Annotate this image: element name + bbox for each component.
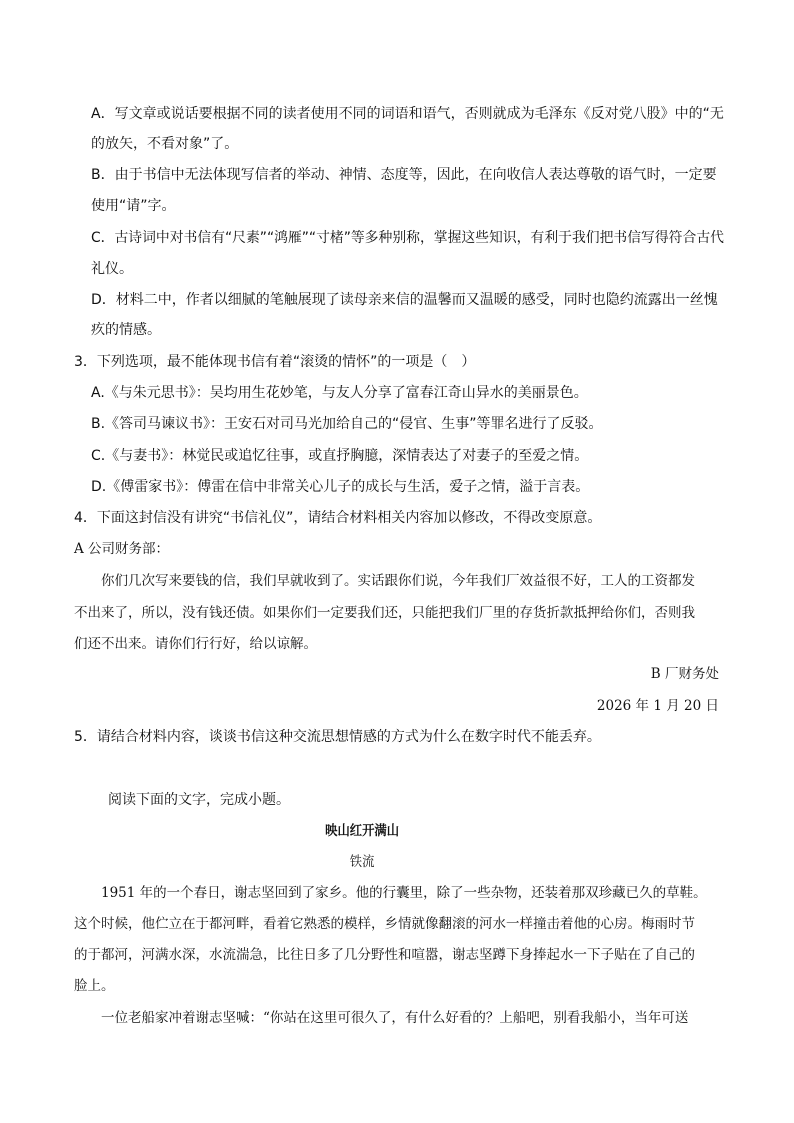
- letter-body-line: 们还不出来。请你们行行好，给以谅解。: [74, 636, 317, 652]
- option-d-line2: 疚的情感。: [91, 322, 161, 338]
- passage-paragraph-line: 脸上。: [74, 978, 115, 994]
- passage-title: 映山红开满山: [325, 823, 399, 839]
- letter-body-line: 你们几次写来要钱的信，我们早就收到了。实话跟你们说，今年我们厂效益很不好，工人的工资都发: [101, 573, 695, 589]
- q3-option-d: D.《傅雷家书》：傅雷在信中非常关心儿子的成长与生活，爱子之情，溢于言表。: [91, 479, 590, 495]
- passage-paragraph-line: 1951 年的一个春日，谢志坚回到了家乡。他的行囊里，除了一些杂物，还装着那双珍藏已久的草鞋。: [101, 885, 707, 901]
- passage-paragraph-line: 的于都河，河满水深，水流湍急，比往日多了几分野性和喧嚣，谢志坚蹲下身捧起水一下子贴在了自己的: [74, 947, 695, 963]
- passage-paragraph-line: 一位老船家冲着谢志坚喊：“你站在这里可很久了，有什么好看的？上船吧，别看我船小，当年可送: [101, 1010, 689, 1026]
- question-4-stem: 4．下面这封信没有讲究“书信礼仪”，请结合材料相关内容加以修改，不得改变原意。: [74, 510, 602, 526]
- question-5-stem: 5．请结合材料内容，谈谈书信这种交流思想情感的方式为什么在数字时代不能丢弃。: [74, 729, 601, 745]
- reading-intro: 阅读下面的文字，完成小题。: [108, 792, 290, 808]
- letter-date: 2026 年 1 月 20 日: [596, 698, 719, 714]
- letter-body-line: 不出来了，所以，没有钱还债。如果你们一定要我们还，只能把我们厂里的存货折款抵押给你们，否则我: [74, 605, 695, 621]
- q3-option-a: A.《与朱元思书》：吴均用生花妙笔，与友人分享了富春江奇山异水的美丽景色。: [91, 385, 588, 401]
- q3-option-b: B.《答司马谏议书》：王安石对司马光加给自己的“侵官、生事”等罪名进行了反驳。: [91, 416, 603, 432]
- passage-paragraph-line: 这个时候，他伫立在于都河畔，看着它熟悉的模样，乡情就像翻滚的河水一样撞击着他的心房。梅雨时节: [74, 916, 695, 932]
- q3-option-c: C.《与妻书》：林觉民或追忆往事，或直抒胸臆，深情表达了对妻子的至爱之情。: [91, 448, 589, 464]
- option-b-line1: B．由于书信中无法体现写信者的举动、神情、态度等，因此，在向收信人表达尊敬的语气时，一定要: [91, 167, 717, 183]
- passage-author: 铁流: [349, 854, 375, 870]
- option-d-line1: D．材料二中，作者以细腻的笔触展现了读母亲来信的温馨而又温暖的感受，同时也隐约流露出一丝愧: [91, 292, 718, 308]
- option-c-line1: C．古诗词中对书信有“尺素”“鸿雁”“寸楮”等多种别称，掌握这些知识，有利于我们把书信写得符合古代: [91, 230, 724, 246]
- question-3-stem: 3．下列选项，最不能体现书信有着“滚烫的情怀”的一项是（ ）: [74, 354, 476, 370]
- option-c-line2: 礼仪。: [91, 261, 133, 277]
- letter-signature: B 厂财务处: [650, 666, 719, 682]
- option-a-line1: A．写文章或说话要根据不同的读者使用不同的词语和语气，否则就成为毛泽东《反对党八股》中的“无: [91, 106, 724, 122]
- letter-salutation: A 公司财务部：: [74, 541, 170, 557]
- option-b-line2: 使用“请”字。: [91, 198, 176, 214]
- option-a-line2: 的放矢，不看对象”了。: [91, 136, 239, 152]
